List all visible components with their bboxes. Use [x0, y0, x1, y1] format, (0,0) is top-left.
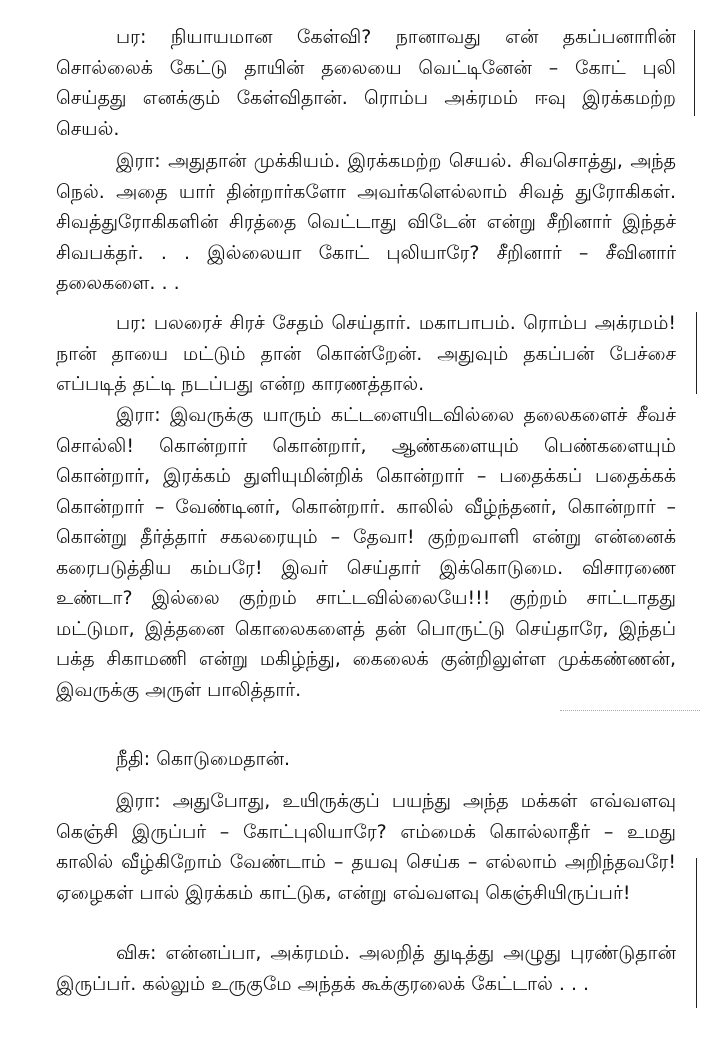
margin-bracket-mark — [686, 858, 697, 1008]
paragraph-6 — [56, 786, 676, 908]
speaker-label: இரா: — [116, 150, 161, 172]
speaker-label: இரா: — [116, 404, 161, 426]
paragraph-4 — [56, 400, 676, 705]
paragraph-text: அதுதான் முக்கியம். இரக்கமற்ற செயல். சிவசொத்து, அந்த நெல். அதை யார் தின்றார்களோ அவர்களெல்லாம் சிவத் துரோகிகள். சிவத்துரோகிகளின் சிரத்தை வெட்டாது விடேன் என்று சீறினார் இந்தச் சிவபக்தர். . . இல்லையா கோட் புலியாரே? சீறினார் – சீவினார் தலைகளை. . . — [56, 150, 676, 294]
speaker-label: இரா: — [116, 790, 161, 812]
paragraph-5 — [56, 744, 676, 775]
margin-bracket-mark — [684, 30, 695, 116]
dotted-mark — [560, 706, 700, 711]
margin-bracket-mark — [686, 312, 697, 394]
paragraph-2 — [56, 146, 676, 299]
speaker-label: விசு: — [116, 942, 157, 964]
paragraph-3 — [56, 308, 676, 400]
paragraph-text: நியாயமான கேள்வி? நானாவது என் தகப்பனாரின் சொல்லைக் கேட்டு தாயின் தலையை வெட்டினேன் – கோட் புலி செய்தது எனக்கும் கேள்விதான். ரொம்ப அக்ரமம் ஈவு இரக்கமற்ற செயல். — [56, 26, 676, 140]
paragraph-text: அதுபோது, உயிருக்குப் பயந்து அந்த மக்கள் எவ்வளவு கெஞ்சி இருப்பர் – கோட்புலியாரே? எம்மைக் கொல்லாதீர் – உமது காலில் வீழ்கிறோம் வேண்டாம் – தயவு செய்க – எல்லாம் அறிந்தவரே! ஏழைகள் பால் இரக்கம் காட்டுக, என்று எவ்வளவு கெஞ்சியிருப்பர்! — [56, 790, 676, 904]
paragraph-text: பலரைச் சிரச் சேதம் செய்தார். மகாபாபம். ரொம்ப அக்ரமம்! நான் தாயை மட்டும் தான் கொன்றேன். அதுவும் தகப்பன் பேச்சை எப்படித் தட்டி நடப்பது என்ற காரணத்தால். — [56, 312, 676, 395]
paragraph-1 — [56, 22, 676, 144]
paragraph-text: இவருக்கு யாரும் கட்டளையிடவில்லை தலைகளைச் சீவச் சொல்லி! கொன்றார் கொன்றார், ஆண்களையும் பெண்களையும் கொன்றார், இரக்கம் துளியுமின்றிக் கொன்றார் – பதைக்கப் பதைக்கக் கொன்றார் – வேண்டினர், கொன்றார். காலில் வீழ்ந்தனர், கொன்றார் – கொன்று தீர்த்தார் சகலரையும் – தேவா! குற்றவாளி என்று என்னைக் கரைபடுத்திய கம்பரே! இவர் செய்தார் இக்கொடுமை. விசாரணை உண்டா? இல்லை குற்றம் சாட்டவில்லையே!!! குற்றம் சாட்டாதது மட்டுமா, இத்தனை கொலைகளைத் தன் பொருட்டு செய்தாரே, இந்தப் பக்த சிகாமணி என்று மகிழ்ந்து, கைலைக் குன்றிலுள்ள முக்கண்ணன், இவருக்கு அருள் பாலித்தார். — [56, 404, 676, 701]
paragraph-text: என்னப்பா, அக்ரமம். அலறித் துடித்து அழுது புரண்டுதான் இருப்பர். கல்லும் உருகுமே அந்தக் கூக்குரலைக் கேட்டால் . . . — [56, 942, 676, 995]
speaker-label: பர: — [116, 312, 147, 334]
speaker-label: நீதி: — [116, 748, 151, 770]
paragraph-7 — [56, 938, 676, 999]
speaker-label: பர: — [116, 26, 147, 48]
paragraph-text: கொடுமைதான். — [156, 748, 291, 770]
